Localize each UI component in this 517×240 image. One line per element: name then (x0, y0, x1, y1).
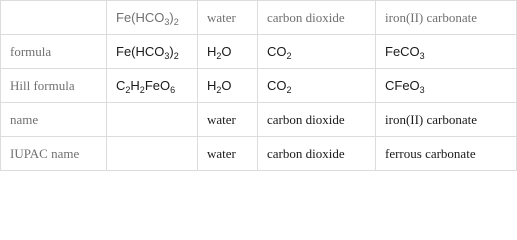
formula-text: FeO (144, 77, 171, 93)
column-header-iron-bicarbonate (107, 1, 198, 35)
formula-subscript: 2 (286, 84, 292, 95)
formula-cell (376, 35, 517, 69)
formula-text: C (116, 77, 126, 93)
formula-cell (198, 69, 258, 103)
row-label: name (1, 103, 107, 137)
formula-subscript: 2 (139, 84, 145, 95)
formula-text: CO (267, 77, 287, 93)
table-cell: carbon dioxide (258, 103, 376, 137)
formula-cell (198, 35, 258, 69)
header-subscript: 3 (164, 16, 170, 27)
table-cell: water (198, 103, 258, 137)
formula-subscript: 2 (216, 84, 222, 95)
row-label: formula (1, 35, 107, 69)
formula-text: O (221, 77, 232, 93)
formula-subscript: 3 (419, 50, 425, 61)
column-header-carbon-dioxide: carbon dioxide (258, 1, 376, 35)
formula-subscript: 3 (419, 84, 425, 95)
formula-cell (258, 69, 376, 103)
row-label: IUPAC name (1, 137, 107, 171)
formula-text: O (221, 43, 232, 59)
formula-subscript: 6 (170, 84, 176, 95)
formula-text: ) (169, 43, 174, 59)
column-header-water: water (198, 1, 258, 35)
table-row-hill-formula (1, 69, 517, 103)
column-header-iron-ii-carbonate: iron(II) carbonate (376, 1, 517, 35)
table-cell (107, 103, 198, 137)
table-row-name (1, 103, 517, 137)
formula-subscript: 2 (286, 50, 292, 61)
formula-subscript: 2 (216, 50, 222, 61)
formula-text: H (130, 77, 140, 93)
formula-text: FeCO (385, 43, 420, 59)
row-label: Hill formula (1, 69, 107, 103)
table-row-formula (1, 35, 517, 69)
table-cell (107, 137, 198, 171)
formula-subscript: 2 (125, 84, 131, 95)
formula-cell (258, 35, 376, 69)
header-text: Fe(HCO (116, 9, 165, 25)
formula-subscript: 2 (173, 50, 179, 61)
formula-text: H (207, 77, 217, 93)
formula-text: CO (267, 43, 287, 59)
formula-text: Fe(HCO (116, 43, 165, 59)
corner-cell (1, 1, 107, 35)
formula-cell (107, 69, 198, 103)
table-cell: water (198, 137, 258, 171)
table-cell: carbon dioxide (258, 137, 376, 171)
header-row (1, 1, 517, 35)
formula-subscript: 3 (164, 50, 170, 61)
table-cell: ferrous carbonate (376, 137, 517, 171)
table-row-iupac-name (1, 137, 517, 171)
table-cell: iron(II) carbonate (376, 103, 517, 137)
formula-cell (376, 69, 517, 103)
formula-text: H (207, 43, 217, 59)
formula-cell (107, 35, 198, 69)
formula-text: CFeO (385, 77, 420, 93)
header-subscript: 2 (173, 16, 179, 27)
header-text: ) (169, 9, 174, 25)
